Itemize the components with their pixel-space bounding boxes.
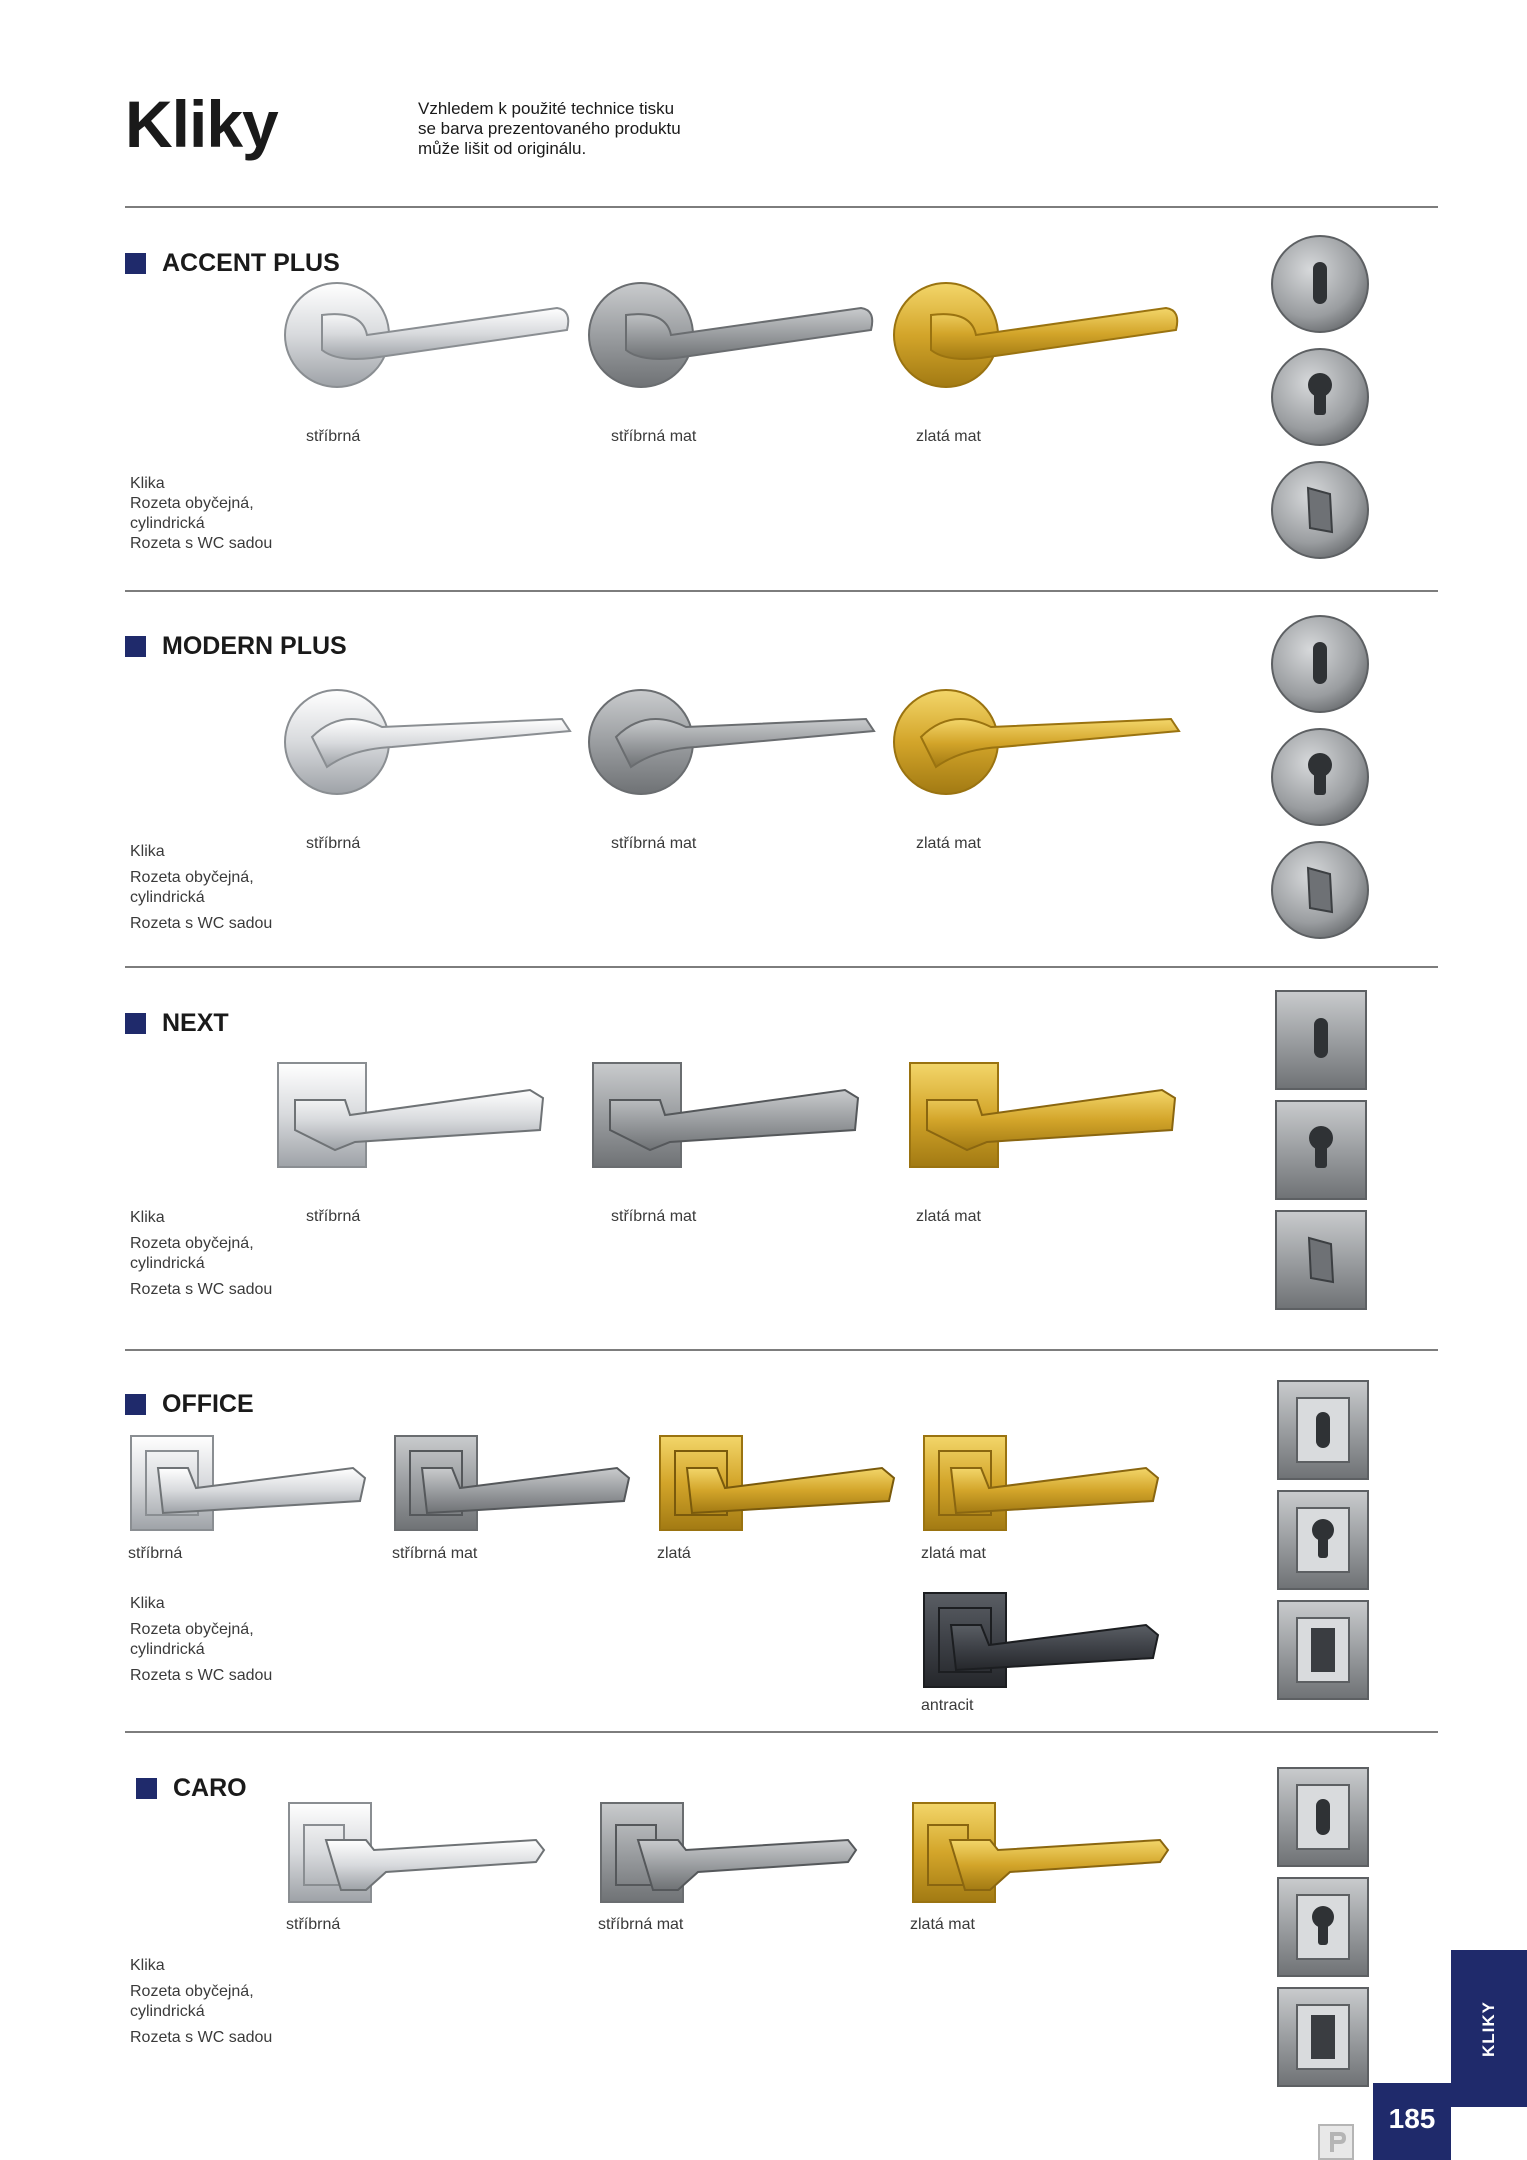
product-description: [130, 1208, 272, 1300]
section-divider: [125, 590, 1438, 592]
p-logo-icon: [1318, 2124, 1354, 2160]
description-line: Rozeta obyčejná,: [130, 869, 254, 886]
variant-label: stříbrná: [286, 1916, 341, 1933]
variant-label: zlatá mat: [910, 1916, 975, 1933]
handle-image-office-silver-mat: [392, 1433, 632, 1533]
handle-image-office-gold-mat: [921, 1433, 1161, 1533]
description-line: cylindrická: [130, 515, 205, 532]
keyhole-rosette-icon: [1278, 1768, 1368, 1866]
page-number: 185: [1388, 2103, 1436, 2134]
handle-image-modern-plus-silver-mat: [586, 687, 876, 797]
wc-rosette-icon: [1276, 1211, 1366, 1309]
section-divider: [125, 1349, 1438, 1351]
section-divider: [125, 966, 1438, 968]
handle-image-accent-plus-silver: [282, 280, 572, 390]
variant-label: stříbrná: [306, 428, 361, 445]
wc-rosette-icon: [1272, 842, 1368, 938]
section-heading: [125, 1009, 229, 1038]
print-disclaimer: [418, 99, 738, 159]
product-description: [130, 474, 272, 554]
keyhole-rosette-icon: [1272, 236, 1368, 332]
cylinder-rosette-icon: [1272, 349, 1368, 445]
rosette-set-square-framed: [1275, 1378, 1375, 1708]
section-marker-icon: [125, 253, 146, 274]
handle-image-next-silver-mat: [590, 1060, 860, 1170]
variant-label: stříbrná mat: [392, 1545, 478, 1562]
keyhole-rosette-icon: [1276, 991, 1366, 1089]
variant-label: stříbrná mat: [611, 835, 697, 852]
description-line: Klika: [130, 1595, 165, 1612]
description-line: Rozeta obyčejná,: [130, 1235, 254, 1252]
description-line: Rozeta s WC sadou: [130, 1281, 273, 1298]
handle-image-office-silver: [128, 1433, 368, 1533]
cylinder-rosette-icon: [1276, 1101, 1366, 1199]
description-line: Rozeta s WC sadou: [130, 535, 273, 552]
handle-image-caro-silver: [286, 1800, 546, 1905]
handle-image-modern-plus-gold-mat: [891, 687, 1181, 797]
handle-image-next-gold-mat: [907, 1060, 1177, 1170]
section-marker-icon: [125, 1013, 146, 1034]
rosette-set-round: [1270, 612, 1370, 942]
description-line: Klika: [130, 475, 165, 492]
wc-rosette-icon: [1278, 1601, 1368, 1699]
description-line: Rozeta obyčejná,: [130, 495, 254, 512]
rosette-set-square-framed: [1275, 1765, 1375, 2095]
variant-label: stříbrná mat: [598, 1916, 684, 1933]
variant-label: zlatá mat: [916, 428, 981, 445]
rosette-set-square: [1273, 988, 1373, 1318]
variant-label: stříbrná mat: [611, 1208, 697, 1225]
section-divider: [125, 206, 1438, 208]
description-line: cylindrická: [130, 889, 205, 906]
variant-label: stříbrná mat: [611, 428, 697, 445]
cylinder-rosette-icon: [1278, 1878, 1368, 1976]
variant-label: antracit: [921, 1697, 974, 1714]
section-marker-icon: [125, 1394, 146, 1415]
product-description: [130, 1594, 272, 1686]
rosette-set-round: [1270, 232, 1370, 562]
description-line: Klika: [130, 1957, 165, 1974]
variant-label: zlatá mat: [916, 835, 981, 852]
keyhole-rosette-icon: [1272, 616, 1368, 712]
variant-label: stříbrná: [306, 835, 361, 852]
page-title: Kliky: [125, 87, 278, 161]
section-heading: [136, 1774, 247, 1803]
product-description: [130, 842, 272, 934]
disclaimer-line: může lišit od originálu.: [418, 139, 587, 158]
cylinder-rosette-icon: [1272, 729, 1368, 825]
description-line: cylindrická: [130, 1255, 205, 1272]
handle-image-office-gold: [657, 1433, 897, 1533]
description-line: Rozeta s WC sadou: [130, 915, 273, 932]
handle-image-caro-gold-mat: [910, 1800, 1170, 1905]
handle-image-modern-plus-silver: [282, 687, 572, 797]
disclaimer-line: se barva prezentovaného produktu: [418, 119, 681, 138]
section-title: CARO: [173, 1774, 247, 1802]
section-title: NEXT: [162, 1009, 229, 1037]
variant-label: zlatá: [657, 1545, 691, 1562]
keyhole-rosette-icon: [1278, 1381, 1368, 1479]
product-description: [130, 1956, 272, 2048]
section-title: ACCENT PLUS: [162, 249, 340, 277]
description-line: Rozeta s WC sadou: [130, 1667, 273, 1684]
section-divider: [125, 1731, 1438, 1733]
variant-label: stříbrná: [306, 1208, 361, 1225]
page-number-box: [1373, 2083, 1451, 2160]
variant-label: stříbrná: [128, 1545, 183, 1562]
handle-image-office-anthracite: [921, 1590, 1161, 1690]
handle-image-caro-silver-mat: [598, 1800, 858, 1905]
description-line: Rozeta s WC sadou: [130, 2029, 273, 2046]
handle-image-accent-plus-gold-mat: [891, 280, 1181, 390]
section-heading: [125, 632, 347, 661]
wc-rosette-icon: [1278, 1988, 1368, 2086]
section-heading: [125, 1390, 254, 1419]
section-title: MODERN PLUS: [162, 632, 347, 660]
chapter-tab-label: KLIKY: [1479, 2000, 1498, 2057]
section-marker-icon: [136, 1778, 157, 1799]
variant-label: zlatá mat: [916, 1208, 981, 1225]
cylinder-rosette-icon: [1278, 1491, 1368, 1589]
description-line: Rozeta obyčejná,: [130, 1621, 254, 1638]
variant-label: zlatá mat: [921, 1545, 986, 1562]
handle-image-next-silver: [275, 1060, 545, 1170]
description-line: Klika: [130, 843, 165, 860]
section-title: OFFICE: [162, 1390, 254, 1418]
handle-image-accent-plus-silver-mat: [586, 280, 876, 390]
wc-rosette-icon: [1272, 462, 1368, 558]
section-marker-icon: [125, 636, 146, 657]
chapter-tab: [1451, 1950, 1527, 2107]
disclaimer-line: Vzhledem k použité technice tisku: [418, 99, 675, 118]
section-heading: [125, 249, 340, 278]
description-line: cylindrická: [130, 2003, 205, 2020]
description-line: Rozeta obyčejná,: [130, 1983, 254, 2000]
description-line: cylindrická: [130, 1641, 205, 1658]
description-line: Klika: [130, 1209, 165, 1226]
